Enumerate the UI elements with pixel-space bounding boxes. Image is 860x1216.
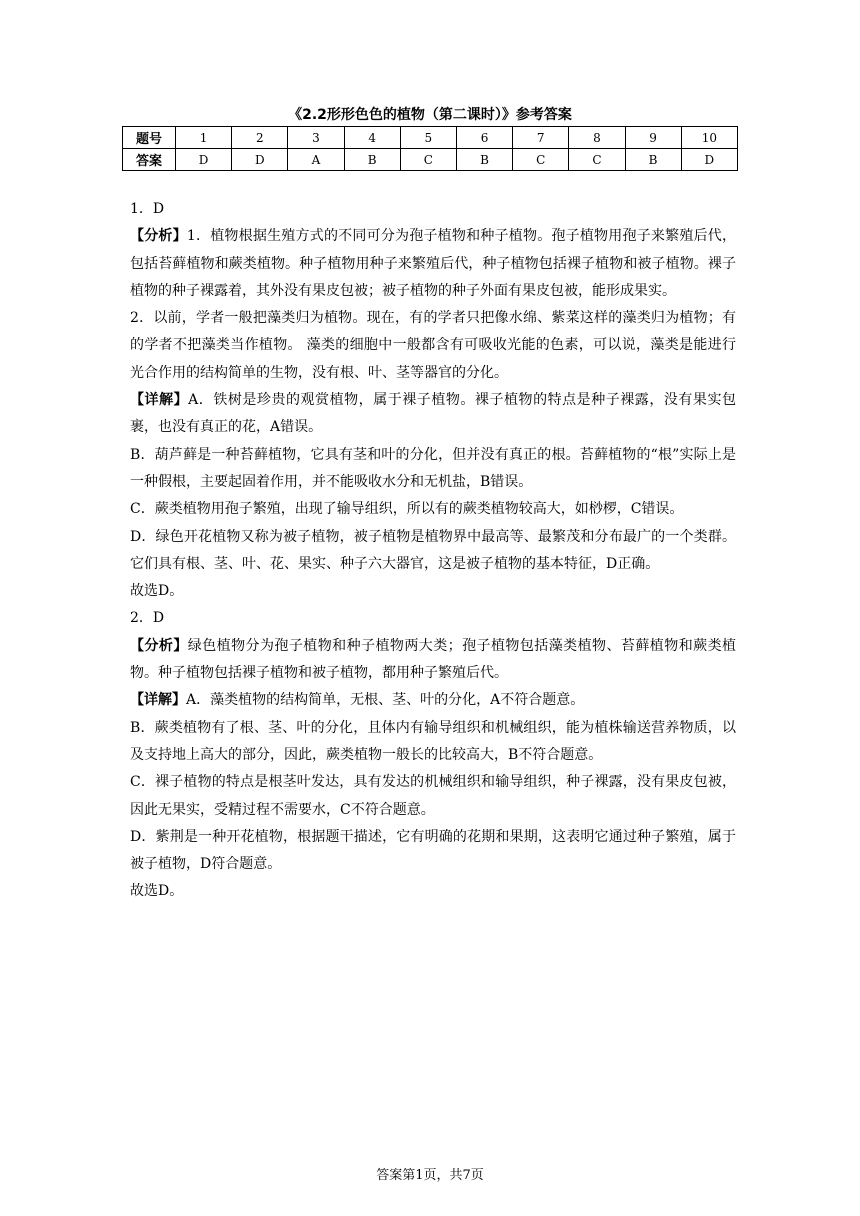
paragraph-text: A．铁树是珍贵的观赏植物，属于裸子植物。裸子植物的特点是种子裸露，没有果实包裹，也没有真正的花，A错误。 xyxy=(130,392,737,436)
answer-explanations xyxy=(130,196,736,906)
answer-cell: D xyxy=(232,149,288,171)
paragraph-text: 故选D。 xyxy=(130,583,184,600)
paragraph xyxy=(130,223,736,305)
paragraph-text: B．蕨类植物有了根、茎、叶的分化，且体内有输导组织和机械组织，能为植株输送营养物质，以及支持地上高大的部分，因此，蕨类植物一般长的比较高大，B不符合题意。 xyxy=(130,719,736,763)
section-tag: 【分析】 xyxy=(130,228,187,245)
paragraph-text: 1．D xyxy=(130,201,165,217)
paragraph-text: B．葫芦藓是一种苔藓植物，它具有茎和叶的分化，但并没有真正的根。苔藓植物的“根”实际上是一种假根，主要起固着作用，并不能吸收水分和无机盐，B错误。 xyxy=(130,446,736,490)
answer-table xyxy=(122,126,738,171)
paragraph xyxy=(130,769,736,824)
page-footer: 答案第1页，共7页 xyxy=(376,1168,484,1183)
answer-cell: A xyxy=(288,149,344,171)
answer-cell: B xyxy=(625,149,681,171)
answer-cell: C xyxy=(569,149,625,171)
question-number-cell: 7 xyxy=(513,127,569,149)
paragraph-text: 1．植物根据生殖方式的不同可分为孢子植物和种子植物。孢子植物用孢子来繁殖后代，包括苔藓植物和蕨类植物。种子植物用种子来繁殖后代，种子植物包括裸子植物和被子植物。裸子植物的种子裸露着，其外没有果皮包被；被子植物的种子外面有果皮包被，能形成果实。 xyxy=(130,228,737,299)
question-number-cell: 9 xyxy=(625,127,681,149)
paragraph-text: 2．以前，学者一般把藻类归为植物。现在，有的学者只把像水绵、紫菜这样的藻类归为植物；有的学者不把藻类当作植物。 藻类的细胞中一般都含有可吸收光能的色素，可以说，藻类是能进行光合作用的结构简单的生物，没有根、叶、茎等器官的分化。 xyxy=(130,310,736,381)
row-label-question-number: 题号 xyxy=(123,127,176,149)
paragraph xyxy=(130,496,736,523)
paragraph xyxy=(130,605,736,632)
paragraph xyxy=(130,387,736,442)
paragraph-text: C．裸子植物的特点是根茎叶发达，具有发达的机械组织和输导组织，种子裸露，没有果皮包被，因此无果实，受精过程不需要水，C不符合题意。 xyxy=(130,774,736,818)
paragraph xyxy=(130,878,736,905)
section-tag: 【分析】 xyxy=(130,637,188,654)
paragraph xyxy=(130,578,736,605)
paragraph-text: 绿色植物分为孢子植物和种子植物两大类；孢子植物包括藻类植物、苔藓植物和蕨类植物。种子植物包括裸子植物和被子植物，都用种子繁殖后代。 xyxy=(130,637,737,682)
paragraph xyxy=(130,715,736,770)
question-number-cell: 3 xyxy=(288,127,344,149)
section-tag: 【详解】 xyxy=(130,392,189,409)
paragraph xyxy=(130,824,736,879)
answer-cell: D xyxy=(176,149,232,171)
question-number-cell: 1 xyxy=(176,127,232,149)
paragraph-text: 故选D。 xyxy=(130,883,184,900)
question-number-cell: 4 xyxy=(344,127,400,149)
question-number-cell: 2 xyxy=(232,127,288,149)
paragraph xyxy=(130,633,736,688)
question-number-cell: 10 xyxy=(681,127,737,149)
section-tag: 【详解】 xyxy=(130,692,186,709)
paragraph-text: 2．D xyxy=(130,610,165,627)
answer-cell: C xyxy=(513,149,569,171)
paragraph-text: D．紫荆是一种开花植物，根据题干描述，它有明确的花期和果期，这表明它通过种子繁殖，属于被子植物，D符合题意。 xyxy=(130,828,736,873)
question-number-cell: 5 xyxy=(400,127,456,149)
question-number-cell: 6 xyxy=(456,127,512,149)
answer-cell: B xyxy=(456,149,512,171)
paragraph-text: D．绿色开花植物又称为被子植物，被子植物是植物界中最高等、最繁茂和分布最广的一个类群。它们具有根、茎、叶、花、果实、种子六大器官，这是被子植物的基本特征，D正确。 xyxy=(130,528,736,572)
document-title: 《2.2形形色色的植物（第二课时）》参考答案 xyxy=(288,107,572,123)
row-label-answer: 答案 xyxy=(123,149,176,171)
question-number-cell: 8 xyxy=(569,127,625,149)
answer-cell: B xyxy=(344,149,400,171)
paragraph xyxy=(130,196,736,223)
answer-cell: C xyxy=(400,149,456,171)
question-number-row xyxy=(123,127,738,149)
paragraph xyxy=(130,687,736,714)
answer-cell: D xyxy=(681,149,737,171)
paragraph xyxy=(130,305,736,387)
paragraph-text: A．藻类植物的结构简单，无根、茎、叶的分化，A不符合题意。 xyxy=(186,692,585,709)
paragraph xyxy=(130,524,736,579)
paragraph-text: C．蕨类植物用孢子繁殖，出现了输导组织，所以有的蕨类植物较高大，如桫椤，C错误。 xyxy=(130,501,684,518)
paragraph xyxy=(130,442,736,497)
answer-row xyxy=(123,149,738,171)
